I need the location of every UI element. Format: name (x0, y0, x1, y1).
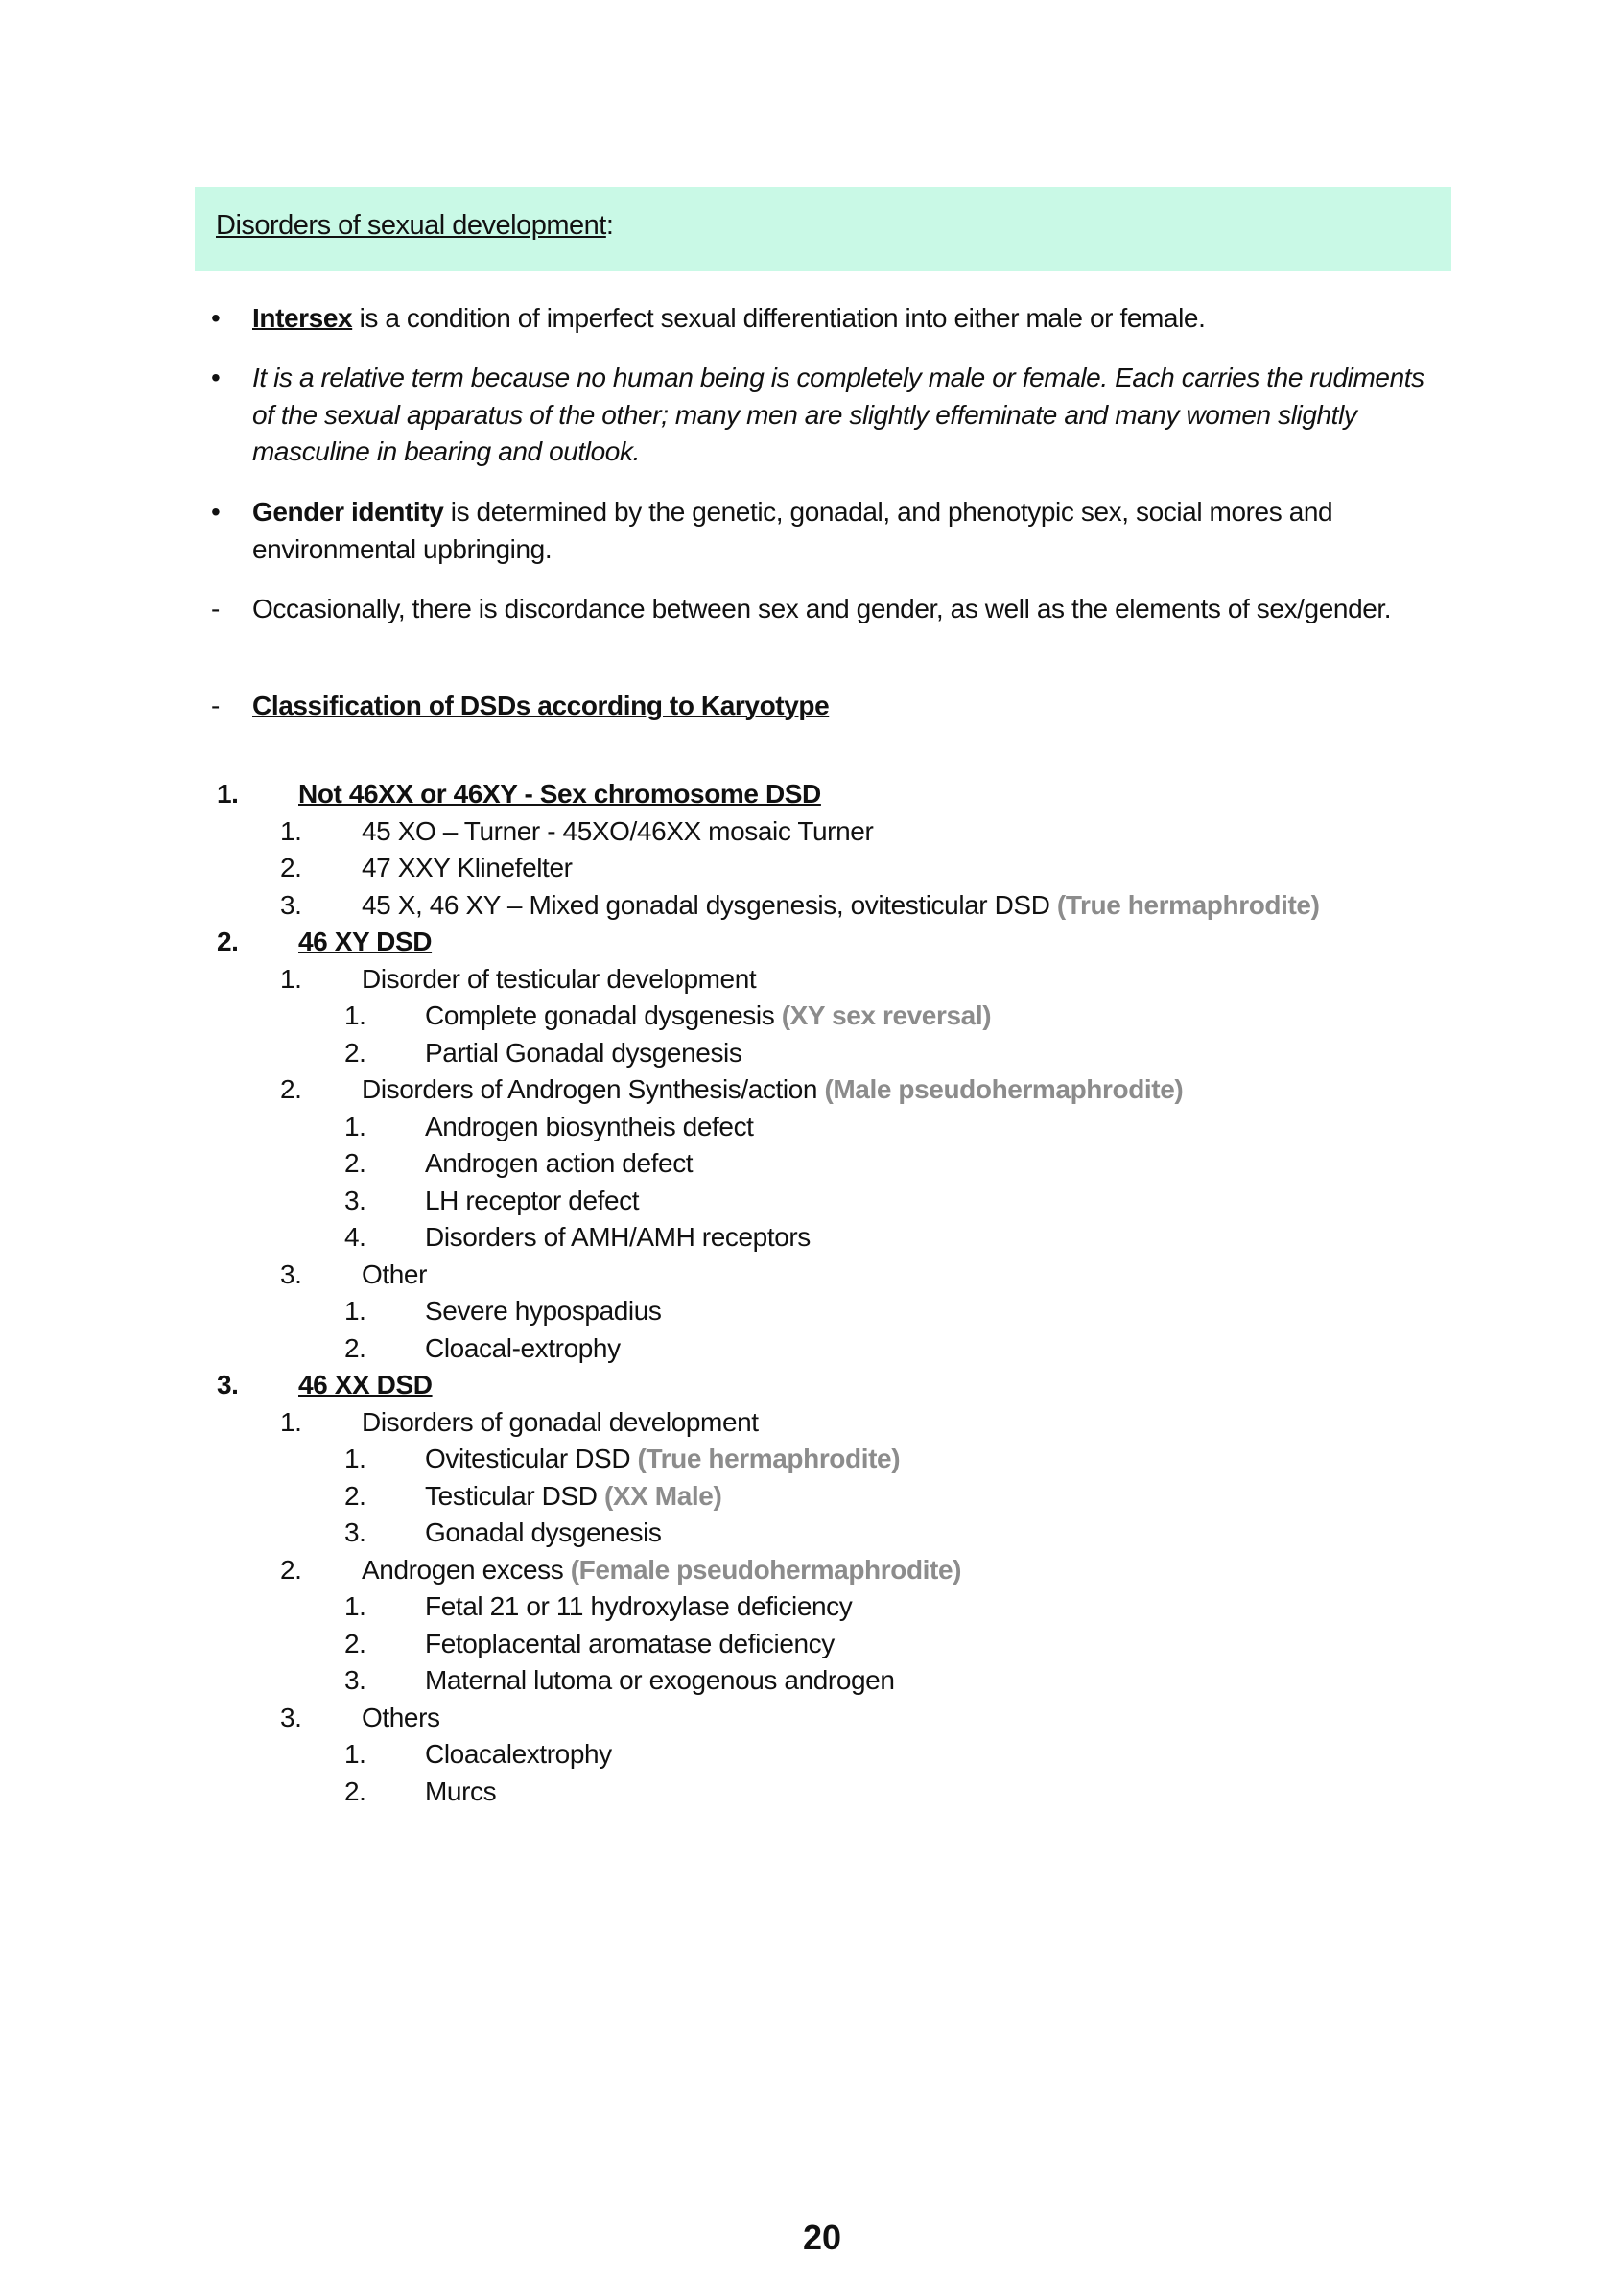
classification-heading (252, 688, 1442, 725)
outline-number: 2. (344, 1480, 366, 1511)
outline-number: 3. (280, 889, 302, 920)
outline-number: 2. (344, 1628, 366, 1658)
outline-item-level-3 (425, 1478, 721, 1516)
outline-item-text: Others (362, 1702, 440, 1732)
outline-number: 3. (217, 1370, 239, 1399)
outline-number: 3. (344, 1517, 366, 1547)
outline-item-text: Cloacal-extrophy (425, 1332, 621, 1363)
outline-item-text: Murcs (425, 1775, 497, 1806)
outline-number: 1. (344, 1444, 366, 1473)
outline-number: 1. (217, 779, 239, 809)
outline-item-level-3 (425, 1662, 895, 1700)
paragraph-text: is a condition of imperfect sexual differentiation into either male or female. (352, 303, 1206, 333)
outline-item-text: Severe hypospadius (425, 1296, 662, 1326)
outline-item-text: Complete gonadal dysgenesis (425, 1000, 782, 1030)
outline-item-level-2 (362, 887, 1320, 925)
outline-number: 1. (280, 815, 302, 846)
outline-number: 2. (280, 853, 302, 882)
outline-item-level-3 (425, 1109, 754, 1146)
outline-item-text: Disorders of AMH/AMH receptors (425, 1222, 811, 1252)
outline-item-text: 46 XY DSD (298, 927, 433, 956)
term-gender-identity: Gender identity (252, 497, 444, 527)
paragraph-gender-identity (252, 494, 1423, 568)
outline-item-text: Fetoplacental aromatase deficiency (425, 1628, 835, 1658)
paragraph-relative-term: It is a relative term because no human being is completely male or female. Each carries the rudiments of the sexual apparatus of the other; many men are slightly effeminate and many women slightly masculine in bearing and outlook. (252, 363, 1424, 466)
outline-item-level-3 (425, 1626, 835, 1663)
outline-item-level-1 (298, 776, 821, 813)
outline-number: 2. (344, 1148, 366, 1178)
outline-item-level-3 (425, 1219, 811, 1257)
outline-item-note: (XX Male) (603, 1480, 722, 1511)
outline-item-level-2 (362, 961, 756, 999)
outline-number: 3. (344, 1185, 366, 1215)
outline-number: 1. (280, 963, 302, 994)
outline-item-text: Disorder of testicular development (362, 963, 757, 994)
outline-item-text: Gonadal dysgenesis (425, 1517, 662, 1547)
page-number: 20 (802, 2218, 842, 2257)
outline-item-level-3 (425, 1183, 639, 1220)
outline-item-text: 45 XO – Turner - 45XO/46XX mosaic Turner (362, 815, 874, 846)
outline-item-text: 47 XXY Klinefelter (362, 853, 573, 882)
outline-item-level-2 (362, 1257, 427, 1294)
outline-item-note: (Male pseudohermaphrodite) (824, 1074, 1184, 1104)
outline-item-level-3 (425, 1736, 612, 1774)
outline-item-level-3 (425, 1035, 741, 1072)
outline-number: 2. (344, 1037, 366, 1068)
outline-item-note: (XY sex reversal) (781, 1000, 992, 1030)
outline-item-level-2 (362, 1404, 759, 1442)
outline-item-level-2 (362, 813, 873, 851)
outline-item-text: Androgen biosyntheis defect (425, 1111, 754, 1141)
outline-item-text: Partial Gonadal dysgenesis (425, 1037, 742, 1068)
outline-item-text: Ovitesticular DSD (425, 1444, 638, 1473)
outline-item-text: Disorders of gonadal development (362, 1406, 759, 1437)
outline-item-text: Maternal lutoma or exogenous androgen (425, 1665, 895, 1695)
outline-number: 1. (280, 1406, 302, 1437)
outline-number: 1. (344, 1739, 366, 1769)
outline-item-note: (True hermaphrodite) (637, 1444, 901, 1473)
outline-item-level-3 (425, 1145, 693, 1183)
outline-number: 3. (280, 1702, 302, 1732)
outline-item-level-3 (425, 998, 991, 1035)
outline-number: 2. (344, 1775, 366, 1806)
outline-item-text: 45 X, 46 XY – Mixed gonadal dysgenesis, ovitesticular DSD (362, 889, 1057, 920)
paragraph-intersex (252, 300, 1442, 338)
outline-item-text: Cloacalextrophy (425, 1739, 612, 1769)
section-title-text: Disorders of sexual development (216, 210, 606, 241)
outline-item-level-2 (362, 1552, 961, 1589)
outline-number: 2. (280, 1074, 302, 1104)
outline-item-level-3 (425, 1774, 496, 1811)
outline-item-level-2 (362, 1071, 1183, 1109)
outline-item-level-2 (362, 850, 573, 887)
outline-item-text: Not 46XX or 46XY - Sex chromosome DSD (298, 779, 821, 809)
outline-item-level-1 (298, 1367, 433, 1404)
outline-item-note: (True hermaphrodite) (1056, 889, 1320, 920)
outline-item-text: Other (362, 1258, 428, 1289)
outline-number: 2. (280, 1554, 302, 1585)
outline-item-text: Androgen excess (362, 1554, 571, 1585)
section-header (195, 187, 1451, 271)
outline-item-text: 46 XX DSD (298, 1370, 433, 1399)
outline-number: 2. (344, 1332, 366, 1363)
outline-item-level-3 (425, 1441, 900, 1478)
dash-marker: - (211, 691, 221, 720)
outline-number: 1. (344, 1296, 366, 1326)
outline-number: 1. (344, 1591, 366, 1621)
outline-number: 3. (280, 1258, 302, 1289)
outline-item-level-3 (425, 1515, 662, 1552)
outline-number: 4. (344, 1222, 366, 1252)
outline-item-note: (Female pseudohermaphrodite) (570, 1554, 962, 1585)
bullet-marker: • (211, 303, 221, 333)
outline-number: 3. (344, 1665, 366, 1695)
bullet-marker: • (211, 497, 221, 527)
outline-item-text: Disorders of Androgen Synthesis/action (362, 1074, 825, 1104)
section-title (216, 210, 613, 242)
paragraph-text: is determined by the genetic, gonadal, and phenotypic sex, social mores and environmental upbringing. (252, 497, 1333, 564)
outline-item-text: Fetal 21 or 11 hydroxylase deficiency (425, 1591, 853, 1621)
outline-number: 1. (344, 1000, 366, 1030)
classification-heading-text: Classification of DSDs according to Karyotype (252, 691, 830, 720)
outline-item-level-1 (298, 924, 432, 961)
outline-item-level-3 (425, 1330, 621, 1368)
outline-item-level-3 (425, 1588, 852, 1626)
outline-number: 1. (344, 1111, 366, 1141)
outline-item-text: LH receptor defect (425, 1185, 640, 1215)
dash-marker: - (211, 594, 221, 623)
paragraph-discordance: Occasionally, there is discordance between sex and gender, as well as the elements of sex/gender. (252, 594, 1392, 623)
section-title-colon: : (605, 210, 614, 241)
outline-number: 2. (217, 927, 239, 956)
term-intersex: Intersex (252, 303, 353, 333)
outline-item-text: Testicular DSD (425, 1480, 604, 1511)
outline-item-level-3 (425, 1293, 662, 1330)
outline-item-level-2 (362, 1700, 440, 1737)
outline-item-text: Androgen action defect (425, 1148, 694, 1178)
bullet-marker: • (211, 363, 221, 392)
